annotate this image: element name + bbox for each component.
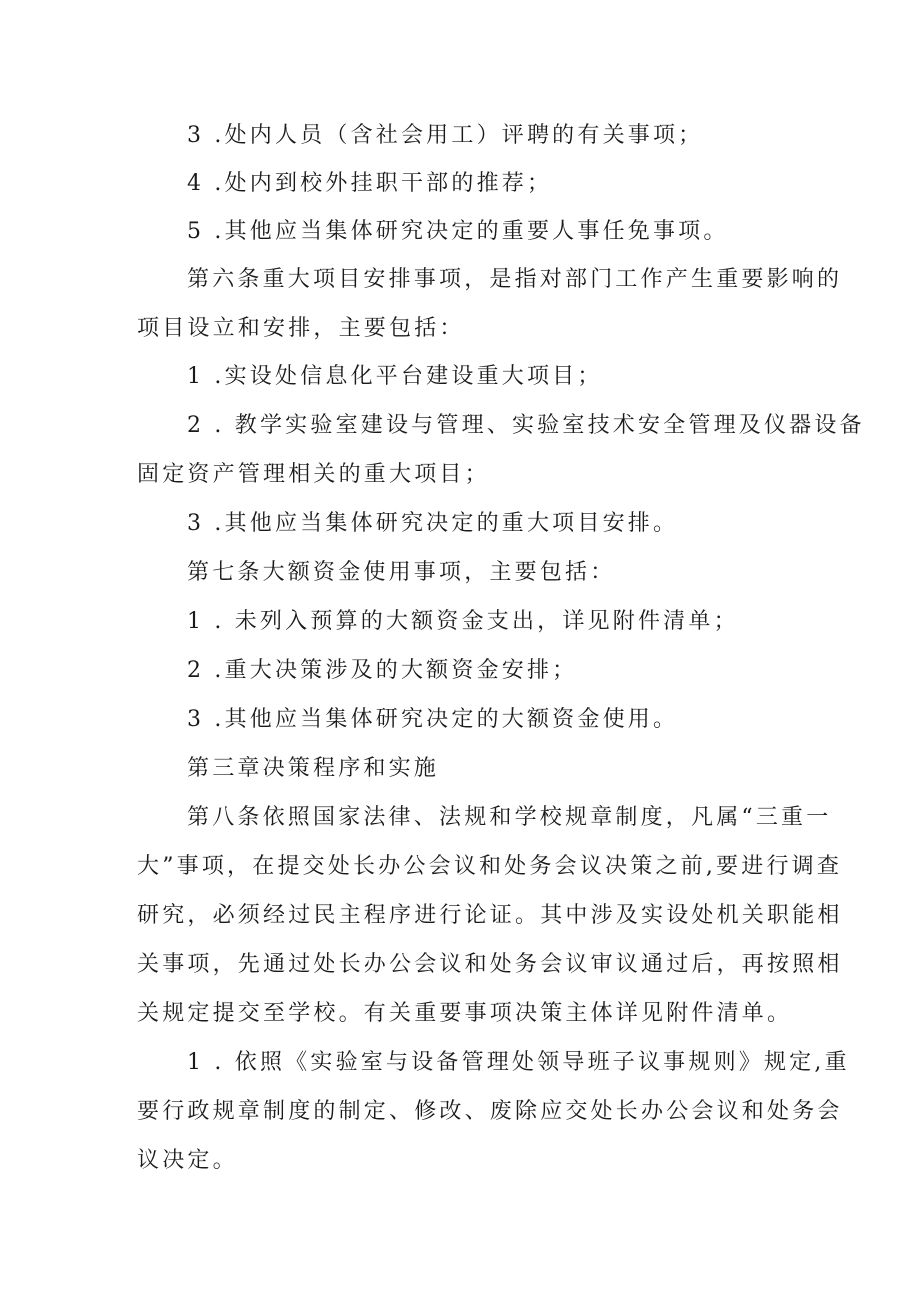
article-6-item-1: 1 .实设处信息化平台建设重大项目； xyxy=(187,364,603,389)
article-8-paragraph-line-4: 关事项，先通过处长办公会议和处务会议审议通过后，再按照相 xyxy=(137,952,843,977)
article-6-paragraph-line-2: 项目设立和安排，主要包括： xyxy=(137,316,465,341)
article-8-item-1-line-3: 议决定。 xyxy=(137,1148,238,1173)
item-3-staff-appointment: 3 .处内人员（含社会用工）评聘的有关事项； xyxy=(187,123,704,148)
item-4-cadre-recommendation: 4 .处内到校外挂职干部的推荐； xyxy=(187,171,553,196)
article-8-paragraph-line-5: 关规定提交至学校。有关重要事项决策主体详见附件清单。 xyxy=(137,1001,793,1026)
article-8-item-1-line-2: 要行政规章制度的制定、修改、废除应交处长办公会议和处务会 xyxy=(137,1099,843,1124)
article-8-item-1-line-1: 1 . 依照《实验室与设备管理处领导班子议事规则》规定,重 xyxy=(187,1050,850,1075)
article-6-item-3: 3 .其他应当集体研究决定的重大项目安排。 xyxy=(187,511,679,536)
item-5-other-personnel: 5 .其他应当集体研究决定的重要人事任免事项。 xyxy=(187,219,729,244)
chapter-3-heading: 第三章决策程序和实施 xyxy=(187,756,440,781)
article-8-paragraph-line-1: 第八条依照国家法律、法规和学校规章制度，凡属“三重一 xyxy=(187,805,832,830)
article-6-paragraph-line-1: 第六条重大项目安排事项，是指对部门工作产生重要影响的 xyxy=(187,267,843,292)
article-7-item-3: 3 .其他应当集体研究决定的大额资金使用。 xyxy=(187,707,679,732)
article-8-paragraph-line-2: 大”事项，在提交处长办公会议和处务会议决策之前,要进行调查 xyxy=(137,854,843,879)
article-8-paragraph-line-3: 研究，必须经过民主程序进行论证。其中涉及实设处机关职能相 xyxy=(137,903,843,928)
article-7-item-1: 1 . 未列入预算的大额资金支出，详见附件清单； xyxy=(187,609,739,634)
article-7-item-2: 2 .重大决策涉及的大额资金安排； xyxy=(187,658,578,683)
article-6-item-2-line-1: 2 . 教学实验室建设与管理、实验室技术安全管理及仪器设备 xyxy=(187,413,865,438)
article-7-heading: 第七条大额资金使用事项，主要包括： xyxy=(187,560,616,585)
article-6-item-2-line-2: 固定资产管理相关的重大项目； xyxy=(137,462,490,487)
